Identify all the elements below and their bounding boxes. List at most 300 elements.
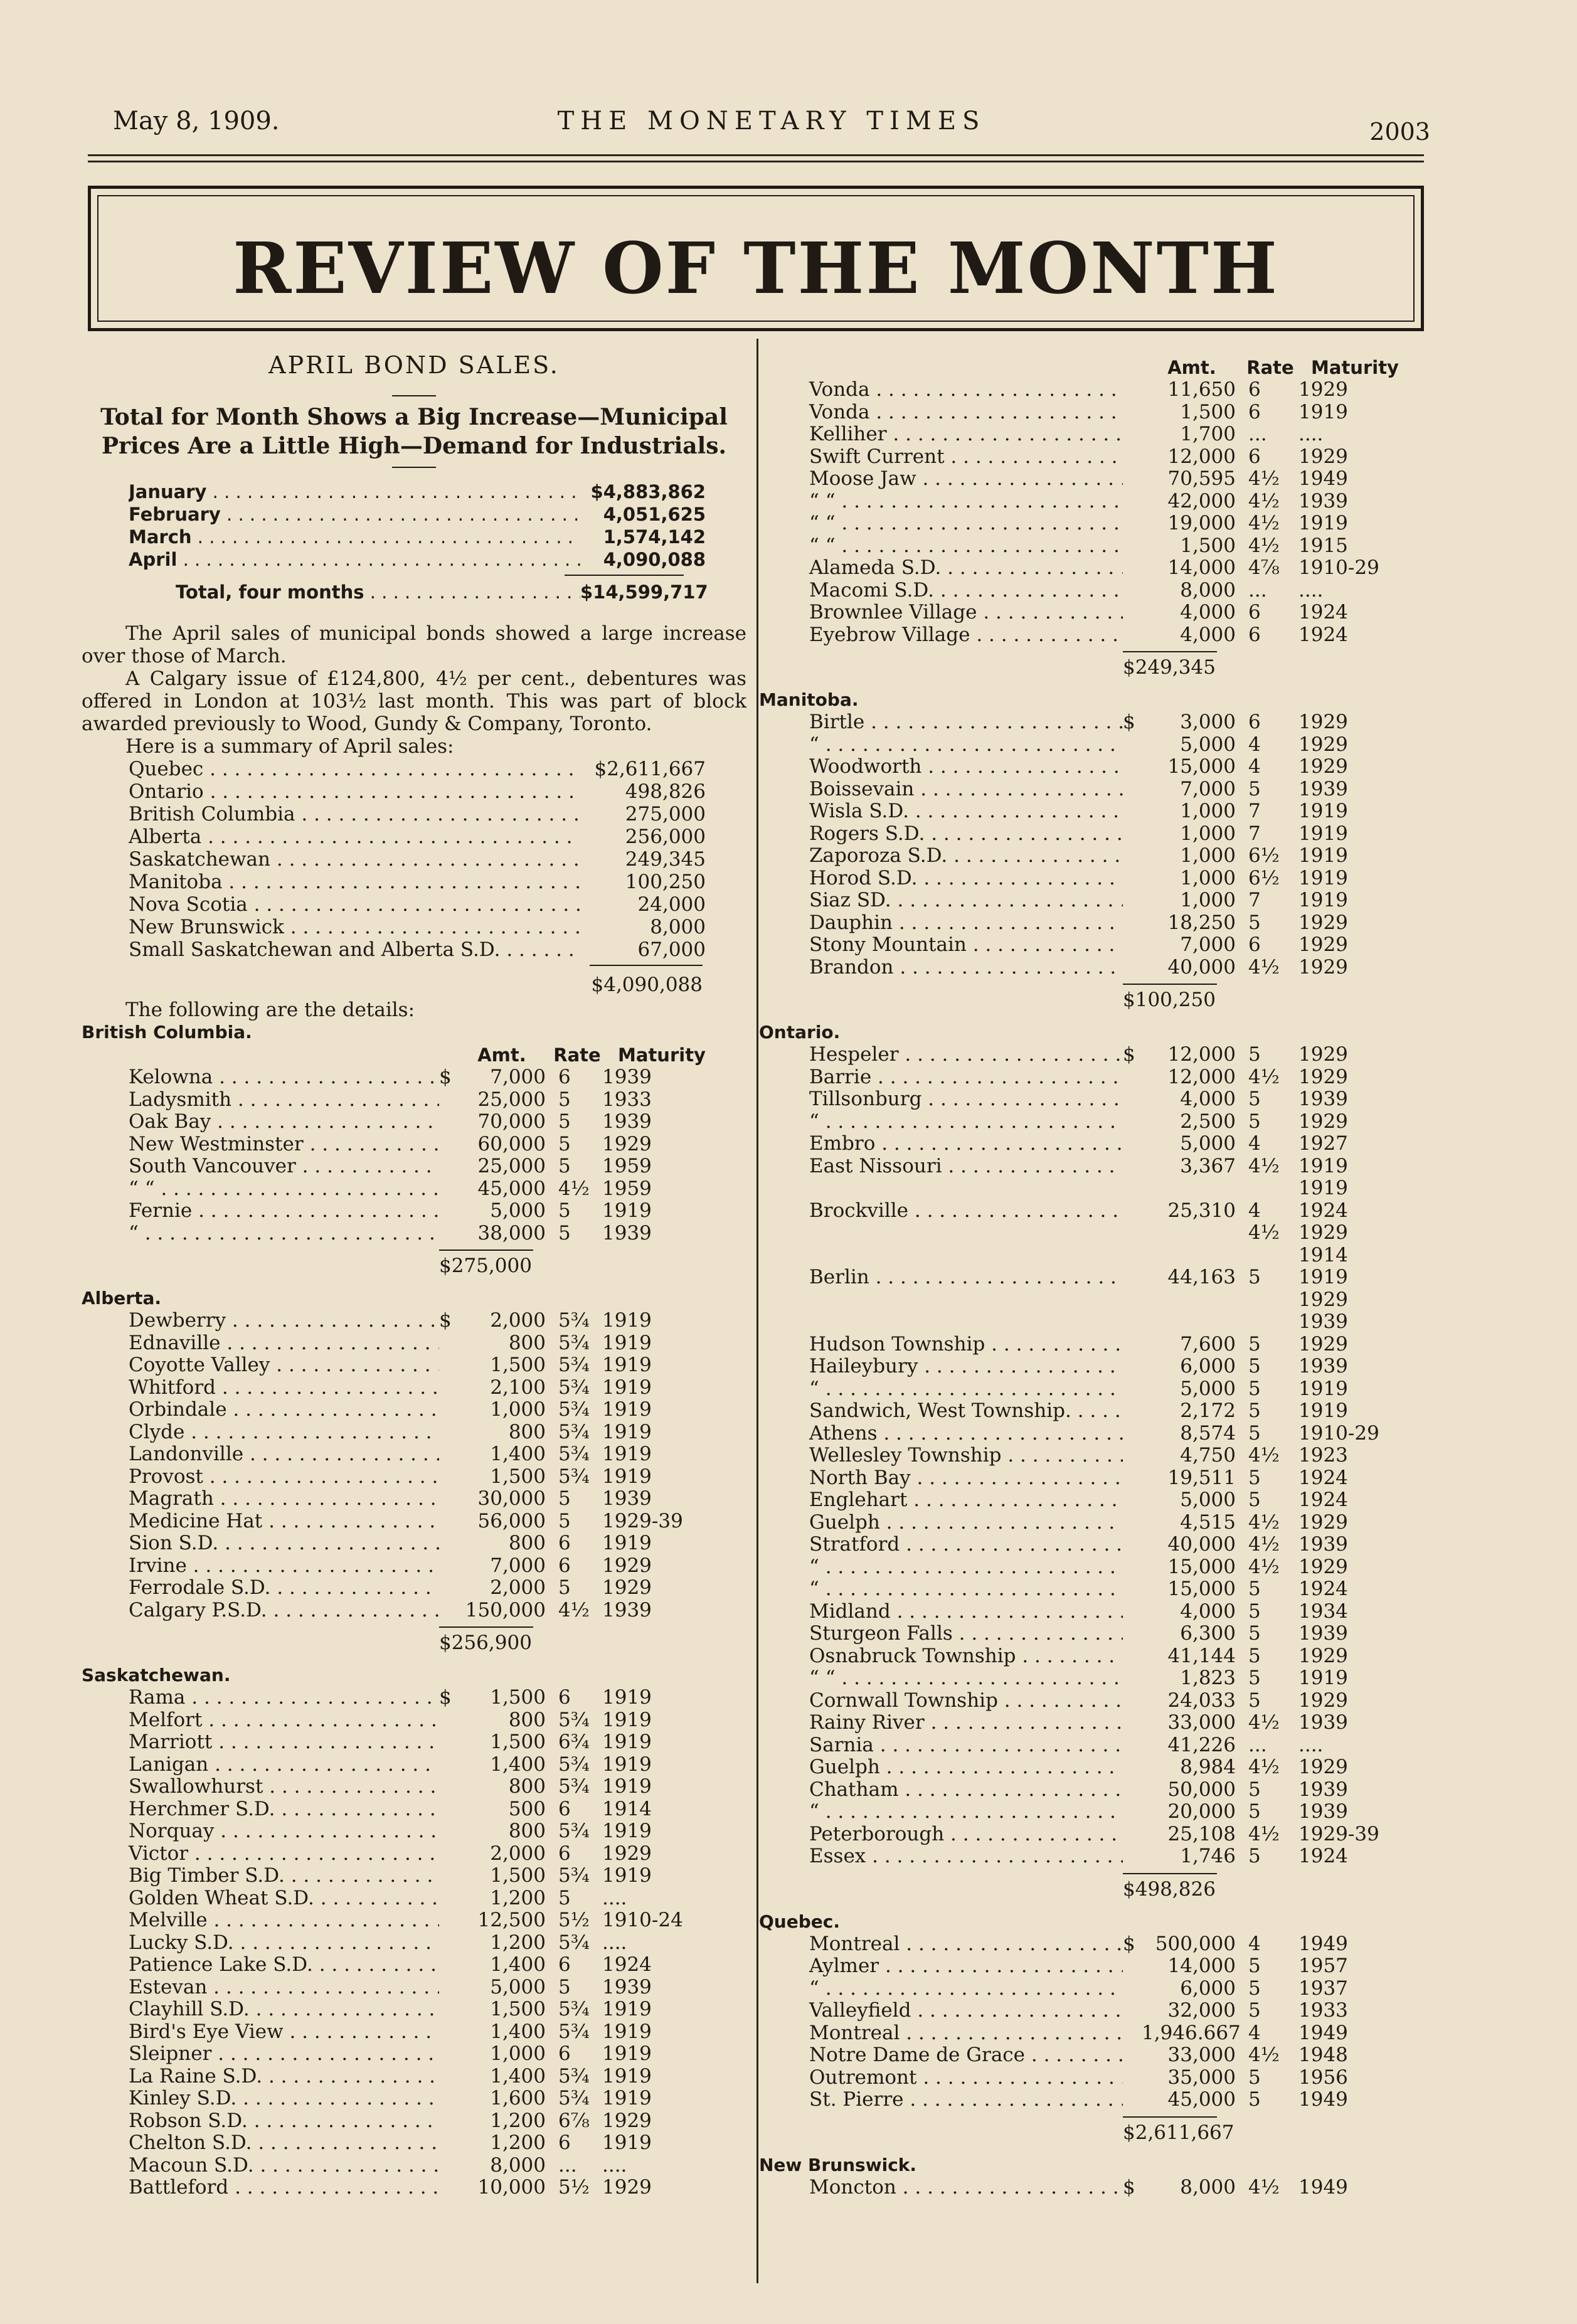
municipality-name: “ . . . [759,1801,1123,1823]
province-heading: Quebec. [759,1911,840,1932]
province-heading: Saskatchewan. [82,1665,231,1685]
bond-row [82,1798,746,1821]
right-column [759,339,1474,2205]
bond-amount: 1,500 [490,1354,546,1376]
bond-rate: 5 [1248,1466,1261,1489]
dollar-sign: $ [1123,1043,1135,1066]
bond-amount: 7,000 [1180,933,1236,956]
bond-maturity: 1919 [602,1376,652,1399]
dollar-sign [439,1510,458,1533]
municipality-name: Valleyfield . . . [759,2000,1123,2022]
bond-rate: 6½ [1248,866,1280,889]
municipality-name [759,1311,1123,1334]
bond-rate: 5 [1248,2088,1261,2111]
dollar-sign [1123,2067,1142,2089]
bond-maturity: 1939 [1298,1088,1348,1110]
bond-amount: 1,400 [490,2064,546,2088]
bond-rate: ... [558,2153,577,2177]
bond-amount: 150,000 [465,1598,546,1621]
bond-amount: 8,000 [490,2153,546,2177]
municipality-name: Sion S.D. . . . [82,1532,439,1555]
municipality-name: South Vancouver . . . [82,1155,439,1178]
bond-rate: 4½ [1248,489,1280,512]
municipality-name: Wisla S.D. . . . [759,800,1123,823]
municipality-name [759,1244,1123,1267]
bond-row [759,1467,1474,1490]
bond-amount: 12,000 [1167,1065,1236,1088]
municipality-name: “ . . . [759,1556,1123,1579]
province-label: Saskatchewan . . . [129,848,580,871]
bond-rate: 4½ [1248,1444,1280,1467]
bond-row [82,2088,746,2110]
bond-row [82,1555,746,1578]
bond-amount: 7,600 [1180,1332,1236,1356]
bond-amount: 2,500 [1180,1110,1236,1133]
bond-row [759,1133,1474,1155]
bond-amount: 2,000 [490,1842,546,1865]
bond-rate: 5 [1248,1600,1261,1623]
bond-rate: 5¾ [558,1998,590,2020]
dollar-sign [1123,1334,1142,1356]
bond-row [759,823,1474,846]
month-label: January . . . [129,480,580,503]
bond-rate: 5 [1248,1999,1261,2022]
bond-rate: 6 [1248,601,1261,623]
bond-row [759,845,1474,868]
bond-rate: 4½ [1248,2044,1280,2066]
municipality-name: Medicine Hat . . . [82,1510,439,1533]
bond-amount: 33,000 [1167,1711,1236,1734]
dollar-sign [1123,1489,1142,1512]
province-label: Ontario . . . [129,780,580,803]
header-rule-top [88,154,1424,156]
bond-rate: 5 [1248,1800,1261,1823]
bond-rate: 5 [558,1487,571,1510]
bond-amount: 1,000 [1180,844,1236,867]
municipality-name: Melfort . . . [82,1709,439,1732]
bond-rate: 5 [558,1975,571,1998]
maturity-column-header: Maturity [618,1044,706,1066]
bond-amount: 44,163 [1167,1266,1236,1288]
municipality-name: Osnabruck Township . . . [759,1645,1123,1668]
bond-maturity: 1959 [602,1177,652,1200]
bond-maturity: 1919 [602,1465,652,1488]
summary-row [129,916,706,938]
municipality-name: “ “ . . . [759,512,1123,535]
bond-rate: 6 [558,1554,571,1577]
municipality-name: Rogers S.D. . . . [759,823,1123,846]
bond-maturity: 1929 [602,1842,652,1865]
bond-amount: 25,000 [477,1155,546,1177]
bond-row [82,1954,746,1976]
bond-row [82,1932,746,1955]
bond-amount: 19,000 [1167,512,1236,534]
month-label: March . . . [129,526,580,548]
bond-row [759,734,1474,756]
municipality-name: Clyde . . . [82,1421,439,1444]
province-section [759,689,1474,1021]
section-gap [759,2148,1474,2154]
bond-rate: 5¾ [558,2020,590,2043]
bond-row [759,1756,1474,1779]
bond-rate: 4 [1248,733,1261,756]
bond-maturity: 1949 [1298,2175,1348,2199]
bond-maturity: .... [602,1886,627,1909]
bond-row [82,2066,746,2088]
bond-maturity: 1939 [1298,489,1348,512]
bond-amount: 4,000 [1180,623,1236,646]
municipality-name: “ . . . [759,734,1123,756]
bond-maturity: 1929 [1298,1110,1348,1133]
bond-amount: 1,500 [1180,534,1236,557]
bond-amount: 25,108 [1167,1822,1236,1845]
rate-column-header: Rate [553,1044,601,1066]
municipality-name: Midland . . . [759,1601,1123,1623]
bond-amount: 12,500 [477,1909,546,1931]
bond-row [759,2000,1474,2022]
bond-row [759,1222,1474,1244]
province-value: 256,000 [625,825,706,848]
bond-row [759,1823,1474,1846]
bond-maturity: 1949 [1298,2088,1348,2111]
bond-amount: 18,250 [1167,911,1236,934]
bond-row [82,2110,746,2133]
bond-row [759,1978,1474,2000]
bond-rate: 4½ [1248,512,1280,534]
bond-amount: 35,000 [1167,2066,1236,2089]
dollar-sign [1123,1400,1142,1423]
bond-amount: 5,000 [490,1975,546,1998]
dollar-sign [1123,1155,1142,1178]
bond-rate: 5 [1248,1667,1261,1689]
municipality-name: Herchmer S.D. . . . [82,1798,439,1821]
dollar-sign [1123,1712,1142,1734]
bond-maturity: 1924 [1298,601,1348,623]
dollar-sign [439,1377,458,1399]
bond-maturity: .... [602,1931,627,1954]
bond-amount: 6,300 [1180,1622,1236,1645]
bond-row [759,423,1474,446]
bond-row [82,1133,746,1156]
municipality-name: Vonda . . . [759,379,1123,401]
bond-amount: 4,000 [1180,601,1236,623]
section-gap [759,2199,1474,2205]
bond-amount: 41,144 [1167,1644,1236,1667]
bond-rate [1236,1244,1298,1267]
bond-maturity: 1929 [602,1554,652,1577]
dollar-sign [439,1600,458,1622]
bond-row [759,1712,1474,1734]
bond-row [82,1577,746,1600]
bond-amount: 40,000 [1167,955,1236,979]
bond-rate: ... [1248,578,1267,602]
municipality-name: Victor . . . [82,1843,439,1865]
province-section [759,2154,1474,2205]
bond-rate: 6 [1248,623,1261,646]
bond-maturity: 1919 [602,1686,652,1709]
dollar-sign [1123,889,1142,912]
bond-rate: 6 [558,1797,571,1820]
bond-row [82,1754,746,1776]
dollar-sign [439,1976,458,1999]
bond-amount: 1,946.667 [1142,2021,1241,2044]
municipality-name: Macomi S.D. . . . [759,580,1123,602]
bond-maturity: 1919 [602,1354,652,1376]
bond-row [759,379,1474,401]
municipality-name: Chatham . . . [759,1779,1123,1801]
bond-row [759,912,1474,935]
bond-row [759,1955,1474,1978]
bond-maturity: 1939 [602,1066,652,1088]
dollar-sign [1123,1311,1142,1334]
bond-row [759,1578,1474,1601]
bond-rate: 5¾ [558,1864,590,1887]
bond-row [82,1377,746,1399]
bond-row [759,1266,1474,1289]
bond-amount: 12,000 [1167,1043,1236,1066]
bond-amount: 1,500 [1180,400,1236,423]
bond-amount: 8,000 [1180,2175,1236,2199]
bond-maturity: 1929 [1298,711,1348,733]
municipality-name: Ednaville . . . [82,1332,439,1355]
province-section [82,1664,746,2205]
bond-row [82,1731,746,1754]
bond-maturity: 1919 [602,1753,652,1776]
municipality-name: “ “ . . . [759,1667,1123,1690]
dollar-sign [1123,2089,1142,2111]
rate-column-header: Rate [1246,357,1294,378]
amount-column-header: Amt. [477,1044,526,1066]
dollar-sign [439,1887,458,1910]
bond-row [82,2155,746,2177]
bond-amount: 800 [508,1532,546,1554]
bond-maturity: 1929 [1298,445,1348,468]
province-heading: Alberta. [82,1288,162,1308]
bond-rate: 5½ [558,2176,590,2199]
bond-row [82,1510,746,1533]
dollar-sign [439,1843,458,1865]
bond-row [82,1332,746,1355]
bond-row [759,1489,1474,1512]
bond-amount: 2,100 [490,1376,546,1399]
bond-maturity: 1939 [602,1975,652,1998]
municipality-name: Wellesley Township . . . [759,1445,1123,1467]
bond-amount: 4,000 [1180,1600,1236,1623]
municipality-name: Zaporoza S.D. . . . [759,845,1123,868]
bond-maturity: 1959 [602,1155,652,1177]
bond-rate: 4 [1248,1932,1261,1955]
bond-rate: 6 [1248,378,1261,401]
municipality-name [759,1289,1123,1312]
bond-rate: 4½ [1248,1756,1280,1778]
bond-row [759,800,1474,823]
bond-maturity: 1948 [1298,2044,1348,2066]
bond-amount [1142,1289,1236,1312]
bond-rate [1236,1177,1298,1200]
bond-rate: 4 [1248,755,1261,778]
bond-amount: 14,000 [1167,1955,1236,1977]
bond-amount: 24,033 [1167,1689,1236,1712]
bond-amount: 56,000 [477,1509,546,1532]
bond-rate: 5 [558,1576,571,1599]
bond-row [82,2021,746,2044]
dollar-sign [1123,756,1142,778]
province-value: 275,000 [625,803,706,825]
bond-amount: 14,000 [1167,556,1236,579]
bond-row [759,1334,1474,1356]
bond-amount: 1,600 [490,2087,546,2109]
municipality-name [759,1177,1123,1200]
bond-amount [1142,1244,1236,1267]
municipality-name: Athens . . . [759,1423,1123,1445]
municipality-name: Sturgeon Falls . . . [759,1623,1123,1645]
municipality-name: Fernie . . . [82,1200,439,1223]
dollar-sign [1123,845,1142,868]
dollar-sign [439,1865,458,1887]
municipality-name: Orbindale . . . [82,1399,439,1421]
bond-amount: 42,000 [1167,489,1236,512]
section-gap [759,1904,1474,1911]
bond-maturity: 1939 [1298,1310,1348,1333]
dollar-sign: $ [1123,1932,1135,1955]
dollar-sign [439,1421,458,1444]
municipality-name: East Nissouri . . . [759,1155,1123,1178]
bond-maturity: 1919 [1298,889,1348,911]
bond-maturity: 1924 [602,1953,652,1976]
bond-amount: 1,000 [1180,800,1236,822]
bond-row [82,1600,746,1622]
municipality-name: Vonda . . . [759,401,1123,424]
province-heading: British Columbia. [82,1022,252,1043]
bond-maturity: 1934 [1298,1600,1348,1623]
bond-amount: 50,000 [1167,1778,1236,1801]
bond-maturity: 1929-39 [602,1509,683,1532]
dollar-sign [439,2110,458,2133]
bond-rate: 5 [1248,1976,1261,2000]
province-section [82,1287,746,1664]
bond-amount: 5,000 [1180,733,1236,756]
dollar-sign [1123,1445,1142,1467]
bond-row [82,1865,746,1887]
bond-row [759,2067,1474,2089]
province-label: Alberta . . . [129,825,580,848]
bond-amount: 1,500 [490,1465,546,1488]
municipality-name: Macoun S.D. . . . [82,2155,439,2177]
header-rule-bottom [88,161,1424,162]
bond-rate: 5 [558,1886,571,1909]
province-section [759,1021,1474,1911]
dollar-sign [1123,535,1142,558]
bond-amount [1142,1311,1236,1334]
dollar-sign [439,1089,458,1112]
paragraph-2: A Calgary issue of £124,800, 4½ per cent., debentures was offered in London at 103½ last month. This was part of block awarded previously to Wood, Gundy & Company, Toronto. [82,667,746,735]
bond-amount: 5,000 [1180,1488,1236,1511]
bond-row [82,1354,746,1377]
municipality-name: Landonville . . . [82,1443,439,1466]
bond-amount: 1,400 [490,2020,546,2043]
municipality-name: Montreal . . . [759,1933,1123,1956]
dollar-sign: $ [439,1686,452,1709]
dollar-sign [1123,557,1142,580]
municipality-name: Irvine . . . [82,1555,439,1578]
municipality-name: Aylmer . . . [759,1955,1123,1978]
summary-row [129,871,706,893]
bond-amount: 1,500 [490,1864,546,1887]
municipality-name: Brockville . . . [759,1200,1123,1223]
municipality-name: “ “ . . . [759,535,1123,558]
bond-maturity: 1919 [602,1731,652,1753]
dollar-sign [439,1731,458,1754]
column-divider [757,339,758,2283]
province-total: $275,000 [439,1255,532,1277]
monthly-row [129,480,706,503]
bond-rate: 4 [1248,1132,1261,1155]
dollar-sign [439,1998,458,2021]
bond-maturity: 1919 [1298,1667,1348,1689]
bond-row [759,1690,1474,1712]
bond-rate: 5 [1248,1355,1261,1377]
bond-maturity: 1924 [1298,1199,1348,1222]
province-total: $100,250 [1123,989,1216,1011]
month-value: 4,090,088 [603,549,706,570]
dollar-sign [1123,1356,1142,1378]
dollar-sign [439,1155,458,1178]
municipality-name [759,1222,1123,1244]
dollar-sign [439,1466,458,1488]
bond-rate: 4½ [1248,955,1280,979]
bond-amount: 3,367 [1180,1154,1236,1177]
bond-rate: 5 [1248,1488,1261,1511]
bond-maturity: 1919 [1298,1266,1348,1288]
municipality-name: Birtle . . . [759,711,1123,734]
dollar-sign [1123,1423,1142,1445]
bond-maturity: 1929 [1298,733,1348,756]
dollar-sign [1123,734,1142,756]
province-total: $249,345 [1123,656,1216,679]
bond-row [82,1399,746,1421]
bond-amount: 30,000 [477,1487,546,1510]
municipality-name: Guelph . . . [759,1756,1123,1779]
bond-rate: 6 [558,2042,571,2065]
province-section [759,1911,1474,2154]
bond-amount: 1,823 [1180,1667,1236,1689]
municipality-name: Sarnia . . . [759,1734,1123,1757]
amount-column-header: Amt. [1167,357,1216,378]
municipality-name: Swift Current . . . [759,446,1123,469]
bond-maturity: 1919 [602,1309,652,1332]
bond-amount: 7,000 [490,1554,546,1577]
bond-row [759,1512,1474,1534]
bond-row [759,602,1474,624]
summary-list [129,758,706,961]
monthly-totals [129,480,706,571]
bond-rate: 6¾ [558,1731,590,1753]
dollar-sign [439,1178,458,1201]
monthly-grand-total [176,578,706,606]
dollar-sign [1123,1066,1142,1089]
month-value: 1,574,142 [603,526,706,548]
bond-row [82,1887,746,1910]
left-column [82,339,746,2205]
municipality-name: Marriott . . . [82,1731,439,1754]
municipality-name: Essex . . . [759,1845,1123,1868]
bond-maturity: 1929 [602,1132,652,1155]
maturity-column-header: Maturity [1311,357,1399,378]
bond-maturity: 1949 [1298,1932,1348,1955]
bond-amount: 1,400 [490,1753,546,1776]
bond-amount: 70,000 [477,1110,546,1133]
bond-maturity: .... [602,2153,627,2177]
